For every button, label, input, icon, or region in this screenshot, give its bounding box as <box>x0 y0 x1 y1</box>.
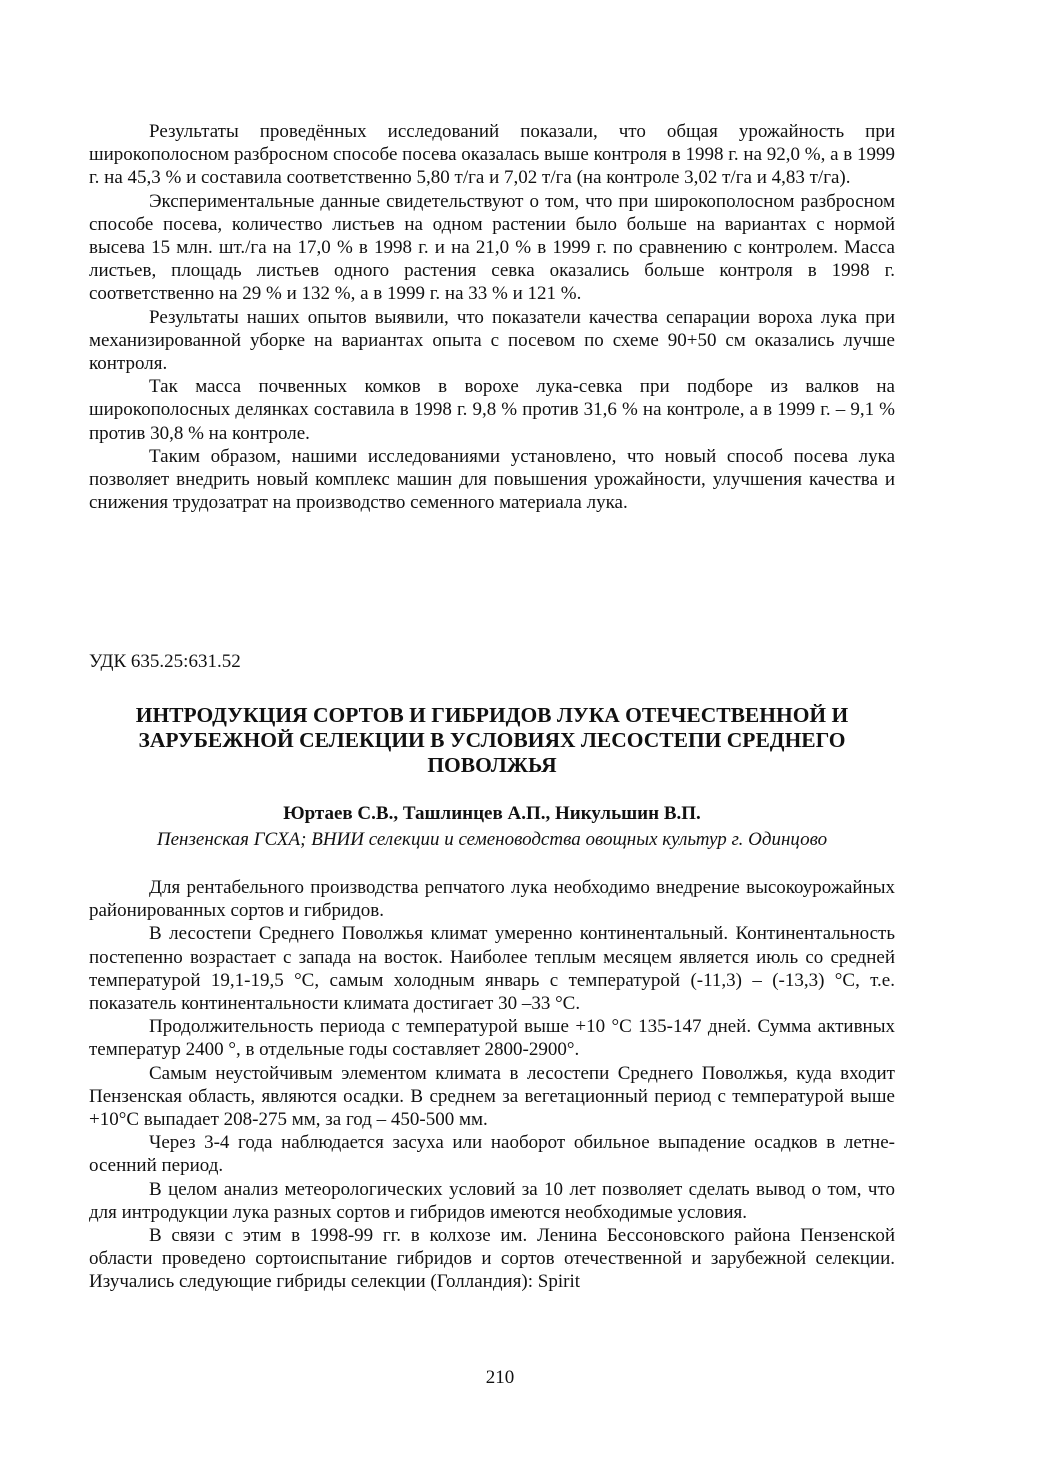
udk-code: УДК 635.25:631.52 <box>89 651 241 672</box>
paragraph: Экспериментальные данные свидетельствуют о том, что при широкополосном разбросном способе посева, количество листьев на одном растении было больше на вариантах с нормой высева 15 млн. шт./га на 17,0 % в 1998 г. и на 21,0 % в 1999 г. по сравнению с контролем. Масса листьев, площадь листьев одного растения севка оказались больше контроля в 1998 г. соответственно на 29 % и 132 %, а в 1999 г. на 33 % и 121 %. <box>89 190 895 305</box>
paragraph: В целом анализ метеорологических условий за 10 лет позволяет сделать вывод о том, что для интродукции лука разных сортов и гибридов имеются необходимые условия. <box>89 1178 895 1223</box>
article-title: ИНТРОДУКЦИЯ СОРТОВ И ГИБРИДОВ ЛУКА ОТЕЧЕСТВЕННОЙ И ЗАРУБЕЖНОЙ СЕЛЕКЦИИ В УСЛОВИЯХ ЛЕСОСТЕПИ СРЕДНЕГО ПОВОЛЖЬЯ <box>135 703 849 777</box>
author-affiliation: Пензенская ГСХА; ВНИИ селекции и семеноводства овощных культур г. Одинцово <box>156 829 828 850</box>
paragraph: Для рентабельного производства репчатого лука необходимо внедрение высокоурожайных районированных сортов и гибридов. <box>89 877 895 922</box>
article-authors: Юртаев С.В., Ташлинцев А.П., Никульшин В.П. <box>283 803 701 824</box>
page-number: 210 <box>485 1367 515 1388</box>
paragraph: Самым неустойчивым элементом климата в лесостепи Среднего Поволжья, куда входит Пензенская область, являются осадки. В среднем за вегетационный период с температурой выше +10°С выпадает 208-275 мм, за год – 450-500 мм. <box>89 1062 895 1131</box>
paragraph: Так масса почвенных комков в ворохе лука-севка при подборе из валков на широкополосных делянках составила в 1998 г. 9,8 % против 31,6 % на контроле, а в 1999 г. – 9,1 % против 30,8 % на контроле. <box>89 376 895 444</box>
paragraph: Продолжительность периода с температурой выше +10 °С 135-147 дней. Сумма активных температур 2400 °, в отдельные годы составляет 2800-2900°. <box>89 1016 895 1061</box>
paragraph: В лесостепи Среднего Поволжья климат умеренно континентальный. Континентальность постепенно возрастает с запада на восток. Наиболее теплым месяцем является июль со средней температурой 19,1-19,5 °С, самым холодным январь с температурой (-11,3) – (-13,3) °С, т.е. показатель континентальности климата достигает 30 –33 °С. <box>89 923 895 1015</box>
previous-article-conclusion <box>89 120 895 514</box>
article-body <box>89 876 895 1294</box>
paragraph: Таким образом, нашими исследованиями установлено, что новый способ посева лука позволяет внедрить новый комплекс машин для повышения урожайности, улучшения качества и снижения трудозатрат на производство семенного материала лука. <box>89 445 895 514</box>
paragraph: Через 3-4 года наблюдается засуха или наоборот обильное выпадение осадков в летне-осенний период. <box>89 1132 895 1177</box>
paragraph: В связи с этим в 1998-99 гг. в колхозе им. Ленина Бессоновского района Пензенской области проведено сортоиспытание гибридов и сортов отечественной и зарубежной селекции. Изучались следующие гибриды селекции (Голландия): Spirit <box>89 1225 895 1293</box>
paragraph: Результаты проведённых исследований показали, что общая урожайность при широкополосном разбросном способе посева оказалась выше контроля в 1998 г. на 92,0 %, а в 1999 г. на 45,3 % и составила соответственно 5,80 т/га и 7,02 т/га (на контроле 3,02 т/га и 4,83 т/га). <box>89 121 895 189</box>
paragraph: Результаты наших опытов выявили, что показатели качества сепарации вороха лука при механизированной уборке на вариантах опыта с посевом по схеме 90+50 см оказались лучше контроля. <box>89 306 895 375</box>
